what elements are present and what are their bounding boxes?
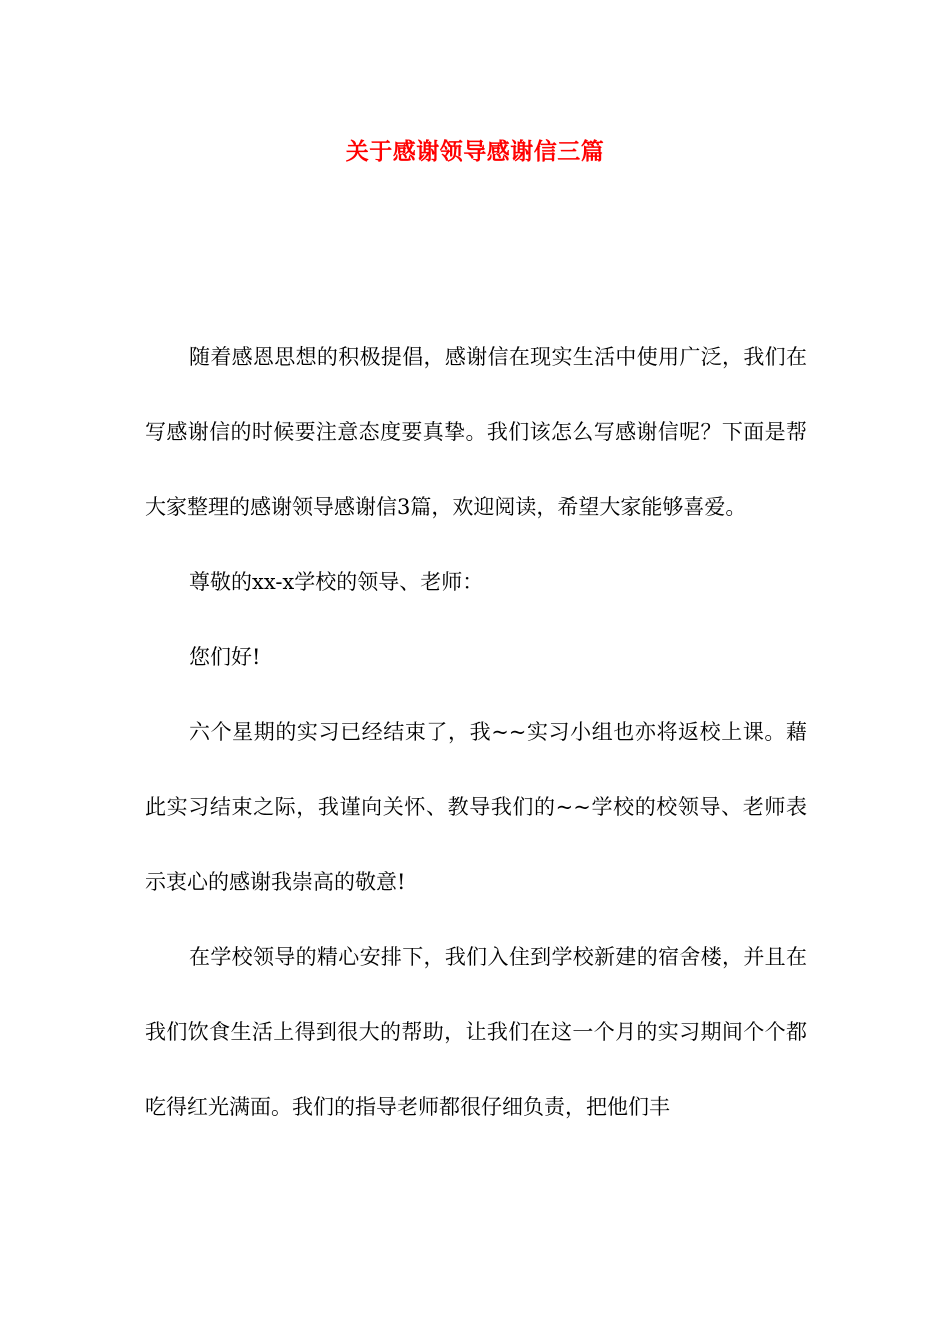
document-title: 关于感谢领导感谢信三篇 xyxy=(345,138,605,165)
paragraph-salutation: 尊敬的xx-x学校的领导、老师： xyxy=(189,570,484,594)
document-body xyxy=(145,320,807,1145)
paragraph-school-arrangement: 在学校领导的精心安排下，我们入住到学校新建的宿舍楼，并且在我们饮食生活上得到很大的帮助，让我们在这一个月的实习期间个个都吃得红光满面。我们的指导老师都很仔细负责，把他们丰 xyxy=(145,945,807,1119)
paragraph-greeting: 您们好! xyxy=(189,645,261,669)
paragraph-internship-end: 六个星期的实习已经结束了，我~~实习小组也亦将返校上课。藉此实习结束之际，我谨向关怀、教导我们的~~学校的校领导、老师表示衷心的感谢我崇高的敬意! xyxy=(145,720,807,894)
paragraph-intro: 随着感恩思想的积极提倡，感谢信在现实生活中使用广泛，我们在写感谢信的时候要注意态度要真挚。我们该怎么写感谢信呢？下面是帮大家整理的感谢领导感谢信3篇，欢迎阅读，希望大家能够喜爱。 xyxy=(145,345,807,519)
